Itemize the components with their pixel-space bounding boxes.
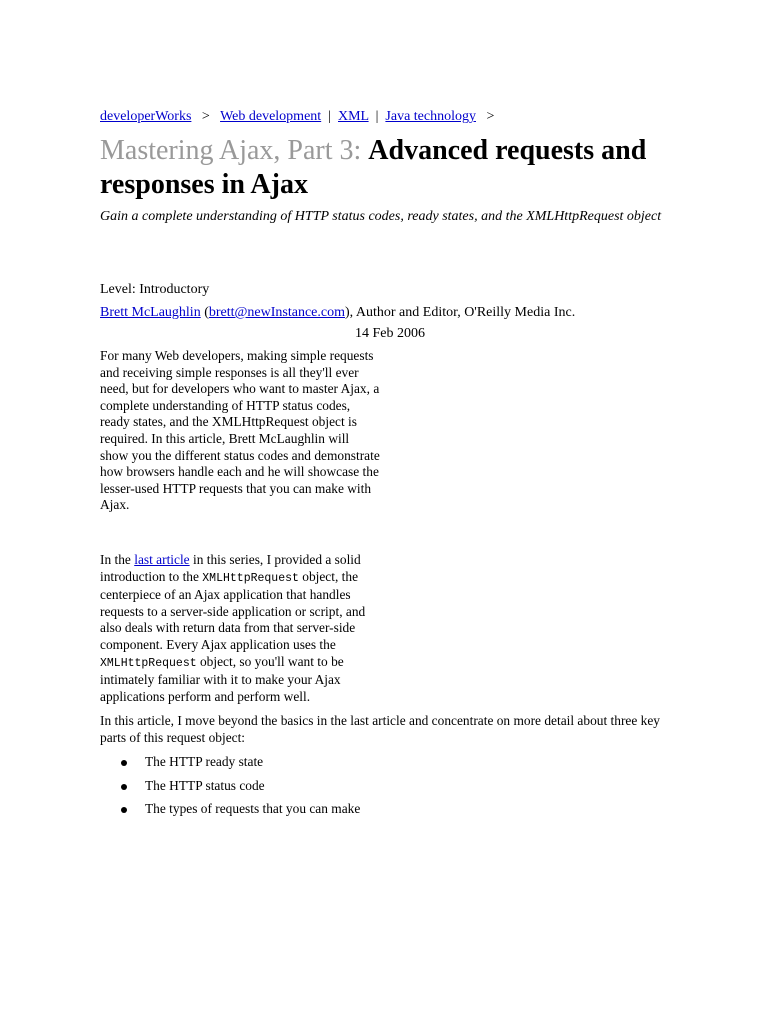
article-level: Level: Introductory xyxy=(100,282,210,297)
page-title xyxy=(100,134,680,202)
article-title: Advanced requests and responses in Ajax xyxy=(100,135,647,200)
author-line xyxy=(100,304,680,321)
breadcrumb-java-technology-link[interactable]: Java technology xyxy=(385,109,476,124)
breadcrumb-separator: > xyxy=(486,109,495,124)
last-article-link[interactable]: last article xyxy=(134,551,190,567)
list-item xyxy=(145,754,680,771)
author-name-link[interactable]: Brett McLaughlin xyxy=(100,305,201,320)
list-item-text: The HTTP ready state xyxy=(145,754,264,770)
list-item-text: The types of requests that you can make xyxy=(145,800,361,816)
intro-text: in this series, I provided a solid introduction to the xyxy=(100,551,361,584)
intro-text: object, so you'll want to be intimately familiar with it to make your Ajax applications perform and perform well. xyxy=(100,653,344,704)
intro-paragraph xyxy=(100,552,380,705)
breadcrumb-web-development-link[interactable]: Web development xyxy=(220,109,322,124)
bullet-icon xyxy=(121,807,127,813)
intro-text: In the xyxy=(100,551,135,567)
breadcrumb-separator: | xyxy=(375,109,379,124)
article-page xyxy=(100,108,680,824)
article-subtitle: Gain a complete understanding of HTTP status codes, ready states, and the XMLHttpRequest object xyxy=(100,209,662,224)
list-item xyxy=(145,778,680,795)
breadcrumb-separator: | xyxy=(328,109,331,124)
bullet-icon xyxy=(121,760,127,766)
breadcrumb-developerworks-link[interactable]: developerWorks xyxy=(100,109,192,124)
breadcrumb xyxy=(100,108,680,126)
inline-code: XMLHttpRequest xyxy=(202,571,299,585)
series-title: Mastering Ajax, Part 3: xyxy=(100,135,362,166)
intro-text: object, the centerpiece of an Ajax application that handles requests to a server-side application or script, and also deals with return data from that server-side component. Every Ajax application uses the xyxy=(100,568,366,652)
breadcrumb-separator: > xyxy=(201,109,210,124)
author-email-link[interactable]: brett@newInstance.com xyxy=(208,305,345,320)
key-parts-list xyxy=(100,754,680,817)
breadcrumb-xml-link[interactable]: XML xyxy=(338,109,369,124)
overview-paragraph: In this article, I move beyond the basics in the last article and concentrate on more detail about three key parts of this request object: xyxy=(100,713,660,745)
author-affiliation: ), Author and Editor, O'Reilly Media Inc. xyxy=(345,305,576,320)
list-item xyxy=(145,801,680,818)
publish-date: 14 Feb 2006 xyxy=(355,326,425,341)
article-abstract: For many Web developers, making simple requests and receiving simple responses is all they'll ever need, but for developers who want to master Ajax, a complete understanding of HTTP status codes, ready states, and the XMLHttpRequest object is required. In this article, Brett McLaughlin will show you the different status codes and demonstrate how browsers handle each and he will showcase the lesser-used HTTP requests that you can make with Ajax. xyxy=(100,348,380,513)
list-item-text: The HTTP status code xyxy=(145,777,265,793)
inline-code: XMLHttpRequest xyxy=(100,656,197,670)
bullet-icon xyxy=(121,784,127,790)
author-open-paren: ( xyxy=(200,305,209,320)
